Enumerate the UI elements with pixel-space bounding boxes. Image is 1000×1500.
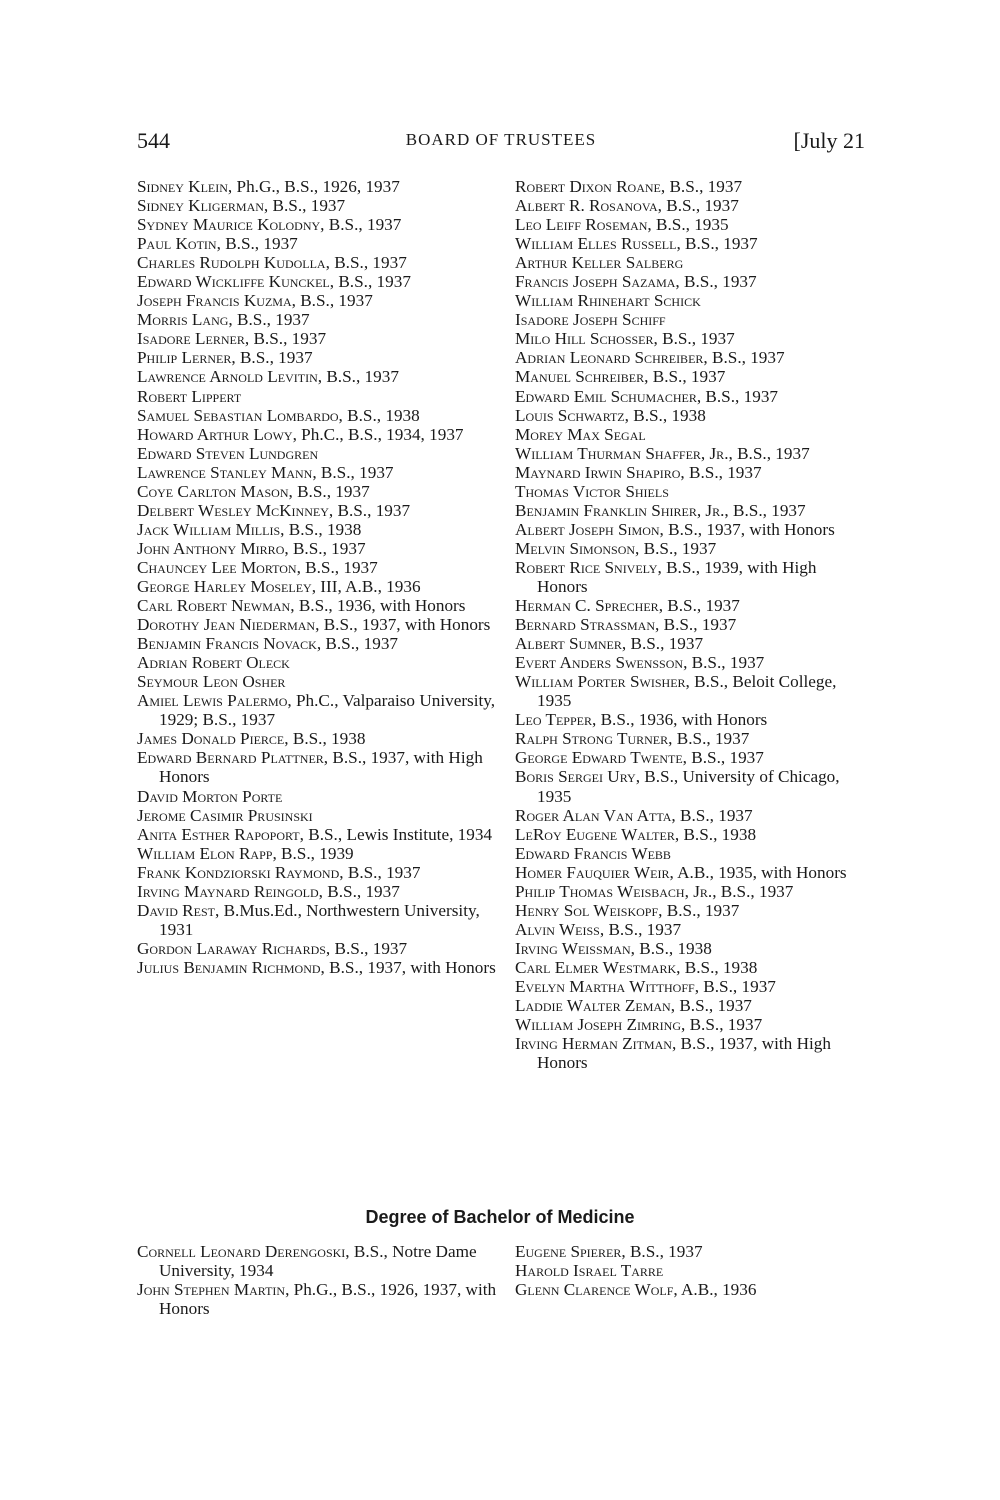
graduate-name: Morris Lang	[137, 310, 229, 330]
graduate-name: Boris Sergei Ury	[515, 767, 636, 787]
graduate-name: Robert Rice Snively	[515, 557, 658, 577]
graduate-degrees: , B.S., 1937	[325, 938, 408, 958]
graduate-entry	[137, 329, 507, 348]
graduate-name: Harold Israel Tarre	[515, 1261, 664, 1281]
graduate-name: Manuel Schreiber	[515, 367, 645, 387]
medicine-list-left	[137, 1242, 507, 1318]
graduate-degrees: , B.S., 1938	[674, 824, 757, 844]
graduate-entry	[515, 596, 870, 615]
graduate-name: George Edward Twente	[515, 748, 683, 768]
graduate-entry	[515, 1261, 870, 1280]
graduate-name: Philip Thomas Weisbach, Jr.	[515, 881, 713, 901]
graduate-degrees: , B.S., 1937	[296, 557, 378, 577]
graduate-name: John Anthony Mirro	[137, 538, 285, 558]
graduate-degrees: , B.S., 1937	[263, 196, 346, 216]
graduate-name: David Morton Porte	[137, 786, 283, 806]
running-head: BOARD OF TRUSTEES	[405, 130, 597, 149]
graduate-entry	[137, 310, 507, 329]
graduate-name: Maynard Irwin Shapiro	[515, 462, 681, 482]
graduate-name: Edward Emil Schumacher	[515, 386, 697, 406]
graduate-entry	[137, 501, 507, 520]
graduate-name: Benjamin Francis Novack	[137, 634, 317, 654]
graduate-degrees: , B.S., 1937	[703, 348, 785, 368]
graduate-name: Jerome Casimir Prusinski	[137, 805, 313, 825]
graduate-name: Jack William Millis	[137, 519, 281, 539]
graduate-name: Eugene Spierer	[515, 1242, 622, 1261]
graduate-name: Charles Rudolph Kudolla	[137, 253, 326, 273]
graduate-name: Irving Herman Zitman	[515, 1034, 672, 1054]
graduate-degrees: , B.S., 1939	[272, 843, 354, 863]
graduate-name: Edward Wickliffe Kunckel	[137, 272, 330, 292]
page-header	[137, 128, 865, 158]
graduate-name: Lawrence Arnold Levitin	[137, 367, 318, 387]
graduate-entry	[137, 215, 507, 234]
graduate-name: Edward Steven Lundgren	[137, 443, 319, 463]
graduate-entry	[515, 958, 870, 977]
graduate-degrees: , B.S., 1937	[724, 500, 806, 520]
graduate-name: Frank Kondziorski Raymond	[137, 862, 340, 882]
graduate-degrees: , B.S., 1937	[325, 253, 407, 273]
graduate-list-right	[515, 177, 870, 1072]
graduate-name: Anita Esther Rapoport	[137, 824, 300, 844]
graduate-name: Isadore Lerner	[137, 329, 245, 349]
graduate-name: David Rest	[137, 900, 215, 920]
graduate-degrees: , B.S., 1937	[655, 615, 737, 635]
graduate-entry	[137, 882, 507, 901]
graduate-name: Adrian Robert Oleck	[137, 653, 290, 673]
graduate-degrees: , B.S., 1937	[676, 234, 758, 254]
graduate-degrees: , B.S., 1937	[635, 538, 717, 558]
graduate-entry	[137, 234, 507, 253]
graduate-degrees: , B.S., 1937	[231, 348, 313, 368]
graduate-name: Francis Joseph Sazama	[515, 272, 676, 292]
graduate-name: Samuel Sebastian Lombardo	[137, 405, 339, 425]
graduate-degrees: , B.S., 1936, with Honors	[290, 596, 466, 616]
graduate-degrees: , B.S., 1937	[644, 367, 726, 387]
graduate-entry	[137, 634, 507, 653]
graduate-entry	[515, 1034, 870, 1072]
graduate-degrees: , B.S., 1937	[653, 329, 735, 349]
graduate-entry	[515, 387, 870, 406]
graduate-entry	[137, 901, 507, 939]
graduate-entry	[137, 615, 507, 634]
graduate-name: Glenn Clarence Wolf	[515, 1280, 674, 1300]
graduate-name: William Elles Russell	[515, 234, 677, 254]
graduate-degrees: , B.S., 1938	[624, 405, 706, 425]
graduate-degrees: , B.S., 1937	[621, 634, 704, 654]
graduate-degrees: , B.S., 1937	[682, 748, 764, 768]
graduate-entry	[515, 329, 870, 348]
graduate-name: Leo Leiff Roseman	[515, 215, 648, 235]
graduate-degrees: , B.S., 1937	[320, 215, 402, 235]
graduate-name: Ralph Strong Turner	[515, 729, 669, 749]
graduate-name: Roger Alan Van Atta	[515, 805, 672, 825]
graduate-degrees: , Ph.C., B.S., 1934, 1937	[292, 424, 464, 444]
section-heading-medicine: Degree of Bachelor of Medicine	[365, 1207, 635, 1227]
graduate-entry	[515, 558, 870, 596]
graduate-degrees: , B.S., 1937	[228, 310, 310, 330]
graduate-name: Albert R. Rosanova	[515, 196, 658, 216]
graduate-entry	[137, 387, 507, 406]
graduate-degrees: , B.S., 1937, with Honors	[659, 519, 835, 539]
page-number: 544	[137, 128, 170, 153]
graduate-entry	[515, 996, 870, 1015]
graduate-name: Alvin Weiss	[515, 919, 600, 939]
graduate-name: Evert Anders Swensson	[515, 653, 684, 673]
graduate-degrees: , B.S., 1937, with Honors	[315, 615, 491, 635]
graduate-name: Coye Carlton Mason	[137, 481, 289, 501]
graduate-entry	[137, 939, 507, 958]
graduate-entry	[137, 577, 507, 596]
graduate-entry	[515, 310, 870, 329]
graduate-name: Carl Elmer Westmark	[515, 957, 677, 977]
graduate-name: William Elon Rapp	[137, 843, 273, 863]
graduate-entry	[515, 253, 870, 272]
graduate-degrees: , B.S., 1937	[316, 634, 399, 654]
graduate-entry	[137, 596, 507, 615]
graduate-degrees: , B.S., Notre Dame University, 1934	[159, 1242, 477, 1281]
graduate-name: Sidney Klein	[137, 177, 228, 196]
graduate-name: Leo Tepper	[515, 710, 592, 730]
graduate-degrees: , B.S., 1937	[328, 500, 411, 520]
graduate-entry	[515, 367, 870, 386]
graduate-name: Evelyn Martha Witthoff	[515, 976, 695, 996]
graduate-name: LeRoy Eugene Walter	[515, 824, 675, 844]
graduate-entry	[515, 710, 870, 729]
graduate-entry	[515, 825, 870, 844]
graduate-entry	[515, 729, 870, 748]
graduate-degrees: , B.S., 1938	[280, 519, 362, 539]
graduate-entry	[515, 748, 870, 767]
graduate-entry	[137, 348, 507, 367]
graduate-name: Sidney Kligerman	[137, 196, 264, 216]
graduate-entry	[515, 425, 870, 444]
graduate-entry	[137, 729, 507, 748]
graduate-name: Sydney Maurice Kolodny	[137, 215, 321, 235]
graduate-name: George Harley Moseley	[137, 576, 312, 596]
graduate-degrees: , Ph.G., B.S., 1926, 1937, with Honors	[159, 1280, 497, 1319]
graduate-entry	[515, 672, 870, 710]
graduate-entry	[137, 520, 507, 539]
graduate-degrees: , A.B., 1935, with Honors	[669, 862, 847, 882]
graduate-entry	[515, 615, 870, 634]
graduate-name: Herman C. Sprecher	[515, 596, 659, 616]
graduate-degrees: , B.S., 1937	[712, 881, 794, 901]
graduate-entry	[137, 272, 507, 291]
graduate-entry	[137, 177, 507, 196]
graduate-entry	[515, 196, 870, 215]
graduate-degrees: , B.S., 1937	[329, 272, 411, 292]
graduate-degrees: , B.S., 1937	[621, 1242, 703, 1261]
graduate-degrees: , B.S., 1937, with High Honors	[159, 748, 483, 787]
graduate-entry	[137, 958, 507, 977]
graduate-degrees: , B.S., 1937	[318, 881, 400, 901]
graduate-degrees: , B.S., 1935	[647, 215, 729, 235]
graduate-entry	[515, 482, 870, 501]
graduate-entry	[515, 177, 870, 196]
graduate-degrees: , B.S., University of Chicago, 1935	[537, 767, 840, 806]
graduate-entry	[515, 444, 870, 463]
graduate-entry	[137, 196, 507, 215]
graduate-degrees: , B.S., Beloit College, 1935	[537, 672, 837, 711]
graduate-entry	[515, 901, 870, 920]
graduate-entry	[137, 425, 507, 444]
graduate-name: Lawrence Stanley Mann	[137, 462, 313, 482]
graduate-name: Morey Max Segal	[515, 424, 646, 444]
graduate-name: Benjamin Franklin Shirer, Jr.	[515, 500, 725, 520]
graduate-entry	[137, 691, 507, 729]
graduate-entry	[137, 748, 507, 786]
graduate-name: Gordon Laraway Richards	[137, 938, 326, 958]
graduate-entry	[515, 882, 870, 901]
graduate-degrees: , B.S., 1937	[675, 272, 757, 292]
graduate-entry	[515, 977, 870, 996]
graduate-name: Isadore Joseph Schiff	[515, 310, 666, 330]
graduate-degrees: , B.S., 1937	[216, 234, 298, 254]
graduate-name: Robert Dixon Roane	[515, 177, 661, 196]
graduate-degrees: , B.S., 1937	[670, 996, 752, 1016]
graduate-name: Chauncey Lee Morton	[137, 557, 297, 577]
graduate-entry	[515, 844, 870, 863]
graduate-name: Delbert Wesley McKinney	[137, 500, 329, 520]
graduate-entry	[137, 653, 507, 672]
graduate-entry	[137, 482, 507, 501]
graduate-degrees: , B.S., 1937	[658, 596, 740, 616]
graduate-degrees: , B.S., 1937	[680, 462, 762, 482]
graduate-entry	[515, 1242, 870, 1261]
graduate-entry	[515, 463, 870, 482]
graduate-degrees: , B.S., 1937	[284, 538, 366, 558]
graduate-degrees: , B.S., 1937	[728, 443, 810, 463]
graduate-entry	[137, 253, 507, 272]
graduate-name: John Stephen Martin	[137, 1280, 286, 1300]
graduate-entry	[137, 672, 507, 691]
graduate-degrees: , B.S., 1937	[683, 653, 765, 673]
graduate-degrees: , B.Mus.Ed., Northwestern University, 1931	[159, 900, 480, 939]
graduate-name: Thomas Victor Shiels	[515, 481, 669, 501]
graduate-name: Howard Arthur Lowy	[137, 424, 293, 444]
graduate-entry	[137, 367, 507, 386]
graduate-name: Milo Hill Schosser	[515, 329, 654, 349]
graduate-degrees: , B.S., 1937	[671, 805, 753, 825]
graduate-entry	[515, 215, 870, 234]
graduate-degrees: , B.S., 1937	[339, 862, 421, 882]
graduate-name: Laddie Walter Zeman	[515, 996, 671, 1016]
graduate-entry	[137, 558, 507, 577]
graduate-name: Edward Francis Webb	[515, 843, 671, 863]
graduate-name: William Joseph Zimring	[515, 1015, 681, 1035]
graduate-name: Irving Weissman	[515, 938, 631, 958]
graduate-entry	[515, 634, 870, 653]
graduate-degrees: , B.S., 1937	[312, 462, 394, 482]
graduate-name: Seymour Leon Osher	[137, 672, 286, 692]
graduate-entry	[137, 844, 507, 863]
graduate-degrees: , B.S., 1937	[291, 291, 373, 311]
graduate-name: Adrian Leonard Schreiber	[515, 348, 704, 368]
graduate-entry	[515, 1015, 870, 1034]
graduate-degrees: , B.S., 1937, with Honors	[320, 957, 496, 977]
graduate-name: Philip Lerner	[137, 348, 232, 368]
graduate-entry	[515, 272, 870, 291]
graduate-entry	[137, 1280, 507, 1318]
graduate-name: Julius Benjamin Richmond	[137, 957, 321, 977]
medicine-list-right	[515, 1242, 870, 1299]
graduate-name: James Donald Pierce	[137, 729, 285, 749]
page-date: [July 21	[793, 128, 865, 153]
graduate-name: Melvin Simonson	[515, 538, 636, 558]
graduate-degrees: , A.B., 1936	[673, 1280, 757, 1300]
graduate-name: Homer Fauquier Weir	[515, 862, 670, 882]
graduate-degrees: , B.S., 1937	[657, 196, 739, 216]
graduate-degrees: , B.S., 1936, with Honors	[592, 710, 768, 730]
graduate-entry	[515, 501, 870, 520]
graduate-entry	[137, 863, 507, 882]
graduate-entry	[515, 406, 870, 425]
graduate-degrees: , B.S., Lewis Institute, 1934	[299, 824, 493, 844]
graduate-name: Dorothy Jean Niederman	[137, 615, 316, 635]
graduate-name: Carl Robert Newman	[137, 596, 291, 616]
graduate-degrees: , III, A.B., 1936	[311, 576, 421, 596]
graduate-entry	[515, 653, 870, 672]
graduate-entry	[137, 1242, 507, 1280]
graduate-entry	[137, 787, 507, 806]
graduate-entry	[137, 291, 507, 310]
graduate-degrees: , B.S., 1937	[696, 386, 779, 406]
graduate-name: Amiel Lewis Palermo	[137, 691, 288, 711]
graduate-degrees: , B.S., 1939, with High Honors	[537, 557, 817, 596]
graduate-entry	[515, 939, 870, 958]
graduate-entry	[515, 920, 870, 939]
graduate-degrees: , B.S., 1937	[288, 481, 370, 501]
graduate-entry	[137, 806, 507, 825]
graduate-name: Cornell Leonard Derengoski	[137, 1242, 346, 1261]
graduate-degrees: , B.S., 1937	[660, 177, 743, 196]
graduate-entry	[515, 234, 870, 253]
graduate-degrees: , Ph.C., Valparaiso University, 1929; B.S., 1937	[159, 691, 496, 730]
graduate-degrees: , B.S., 1937	[668, 729, 750, 749]
graduate-name: William Porter Swisher	[515, 672, 686, 692]
graduate-name: Henry Sol Weiskopf	[515, 900, 659, 920]
graduate-name: Edward Bernard Plattner	[137, 748, 324, 768]
graduate-entry	[515, 520, 870, 539]
graduate-entry	[515, 539, 870, 558]
graduate-name: Albert Joseph Simon	[515, 519, 660, 539]
graduate-degrees: , B.S., 1938	[676, 957, 758, 977]
graduate-list-left	[137, 177, 507, 977]
graduate-degrees: , B.S., 1937	[244, 329, 327, 349]
graduate-name: William Thurman Shaffer, Jr.	[515, 443, 729, 463]
graduate-entry	[515, 767, 870, 805]
graduate-name: Albert Sumner	[515, 634, 622, 654]
graduate-entry	[137, 539, 507, 558]
graduate-entry	[515, 863, 870, 882]
graduate-entry	[137, 444, 507, 463]
graduate-degrees: , B.S., 1937, with High Honors	[537, 1034, 831, 1073]
graduate-name: Arthur Keller Salberg	[515, 253, 684, 273]
graduate-name: Irving Maynard Reingold	[137, 881, 319, 901]
graduate-name: Bernard Strassman	[515, 615, 656, 635]
graduate-name: Louis Schwartz	[515, 405, 625, 425]
graduate-name: Robert Lippert	[137, 386, 242, 406]
graduate-name: Joseph Francis Kuzma	[137, 291, 292, 311]
graduate-degrees: , B.S., 1938	[284, 729, 366, 749]
graduate-degrees: , B.S., 1937	[658, 900, 740, 920]
graduate-entry	[137, 463, 507, 482]
graduate-degrees: , B.S., 1938	[338, 405, 420, 425]
graduate-entry	[515, 291, 870, 310]
graduate-degrees: , B.S., 1938	[630, 938, 712, 958]
graduate-name: Paul Kotin	[137, 234, 217, 254]
graduate-degrees: , B.S., 1937	[599, 919, 682, 939]
graduate-degrees: , B.S., 1937	[317, 367, 399, 387]
graduate-degrees: , B.S., 1937	[694, 976, 776, 996]
graduate-entry	[515, 1280, 870, 1299]
graduate-entry	[137, 825, 507, 844]
graduate-entry	[137, 406, 507, 425]
graduate-degrees: , B.S., 1937	[681, 1015, 763, 1035]
graduate-degrees: , Ph.G., B.S., 1926, 1937	[227, 177, 400, 196]
graduate-entry	[515, 348, 870, 367]
graduate-name: William Rhinehart Schick	[515, 291, 701, 311]
graduate-entry	[515, 806, 870, 825]
